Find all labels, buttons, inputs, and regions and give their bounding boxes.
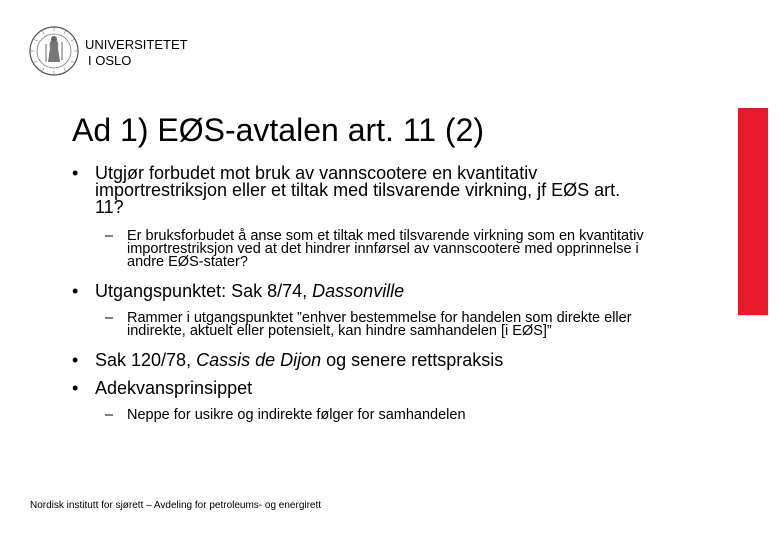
bullet-3-text-suffix: og senere rettspraksis: [321, 350, 504, 370]
sub-bullet-2: [72, 312, 652, 338]
bullet-4: [72, 380, 652, 397]
bullet-symbol: •: [72, 281, 79, 301]
bullet-2: [72, 283, 652, 300]
sub-bullet-2-text: Rammer i utgangspunktet ”enhver bestemmelse for handelen som direkte eller indirekte, aktuelt eller potensielt, kan hindre samhandelen [i EØS]”: [127, 310, 632, 339]
bullet-3-text-prefix: Sak 120/78,: [95, 350, 197, 370]
slide-title: Ad 1) EØS-avtalen art. 11 (2): [72, 112, 485, 148]
slide-content: [72, 165, 652, 422]
dash-symbol: –: [105, 310, 114, 326]
sub-bullet-1-text: Er bruksforbudet å anse som et tiltak med tilsvarende virkning som en kvantitativ importrestriksjon ved at det hindrer innførsel av vannscootere med opprinnelse i andre EØS-stater?: [127, 228, 644, 270]
footer-text: Nordisk institutt for sjørett – Avdeling for petroleums- og energirett: [30, 500, 322, 511]
university-name: [85, 37, 188, 69]
sub-bullet-4-text: Neppe for usikre og indirekte følger for samhandelen: [127, 407, 466, 423]
university-name-line2: I OSLO: [88, 53, 132, 68]
bullet-3: [72, 352, 652, 369]
accent-bar: [738, 108, 768, 315]
bullet-3-case-name: Cassis de Dijon: [196, 350, 322, 370]
dash-symbol: –: [105, 228, 114, 244]
bullet-1: [72, 165, 652, 216]
university-name-line1: UNIVERSITETET: [85, 37, 188, 52]
bullet-4-text: Adekvansprinsippet: [95, 378, 253, 398]
bullet-2-case-name: Dassonville: [312, 281, 405, 301]
bullet-1-text: Utgjør forbudet mot bruk av vannscootere en kvantitativ importrestriksjon eller et tiltak med tilsvarende virkning, jf EØS art. 11?: [95, 163, 621, 217]
sub-bullet-1: [72, 230, 652, 269]
bullet-symbol: •: [72, 378, 79, 398]
bullet-symbol: •: [72, 350, 79, 370]
dash-symbol: –: [105, 407, 114, 423]
sub-bullet-4: [72, 409, 652, 422]
bullet-2-text-prefix: Utgangspunktet: Sak 8/74,: [95, 281, 313, 301]
bullet-symbol: •: [72, 163, 79, 183]
university-seal-icon: [28, 22, 80, 80]
